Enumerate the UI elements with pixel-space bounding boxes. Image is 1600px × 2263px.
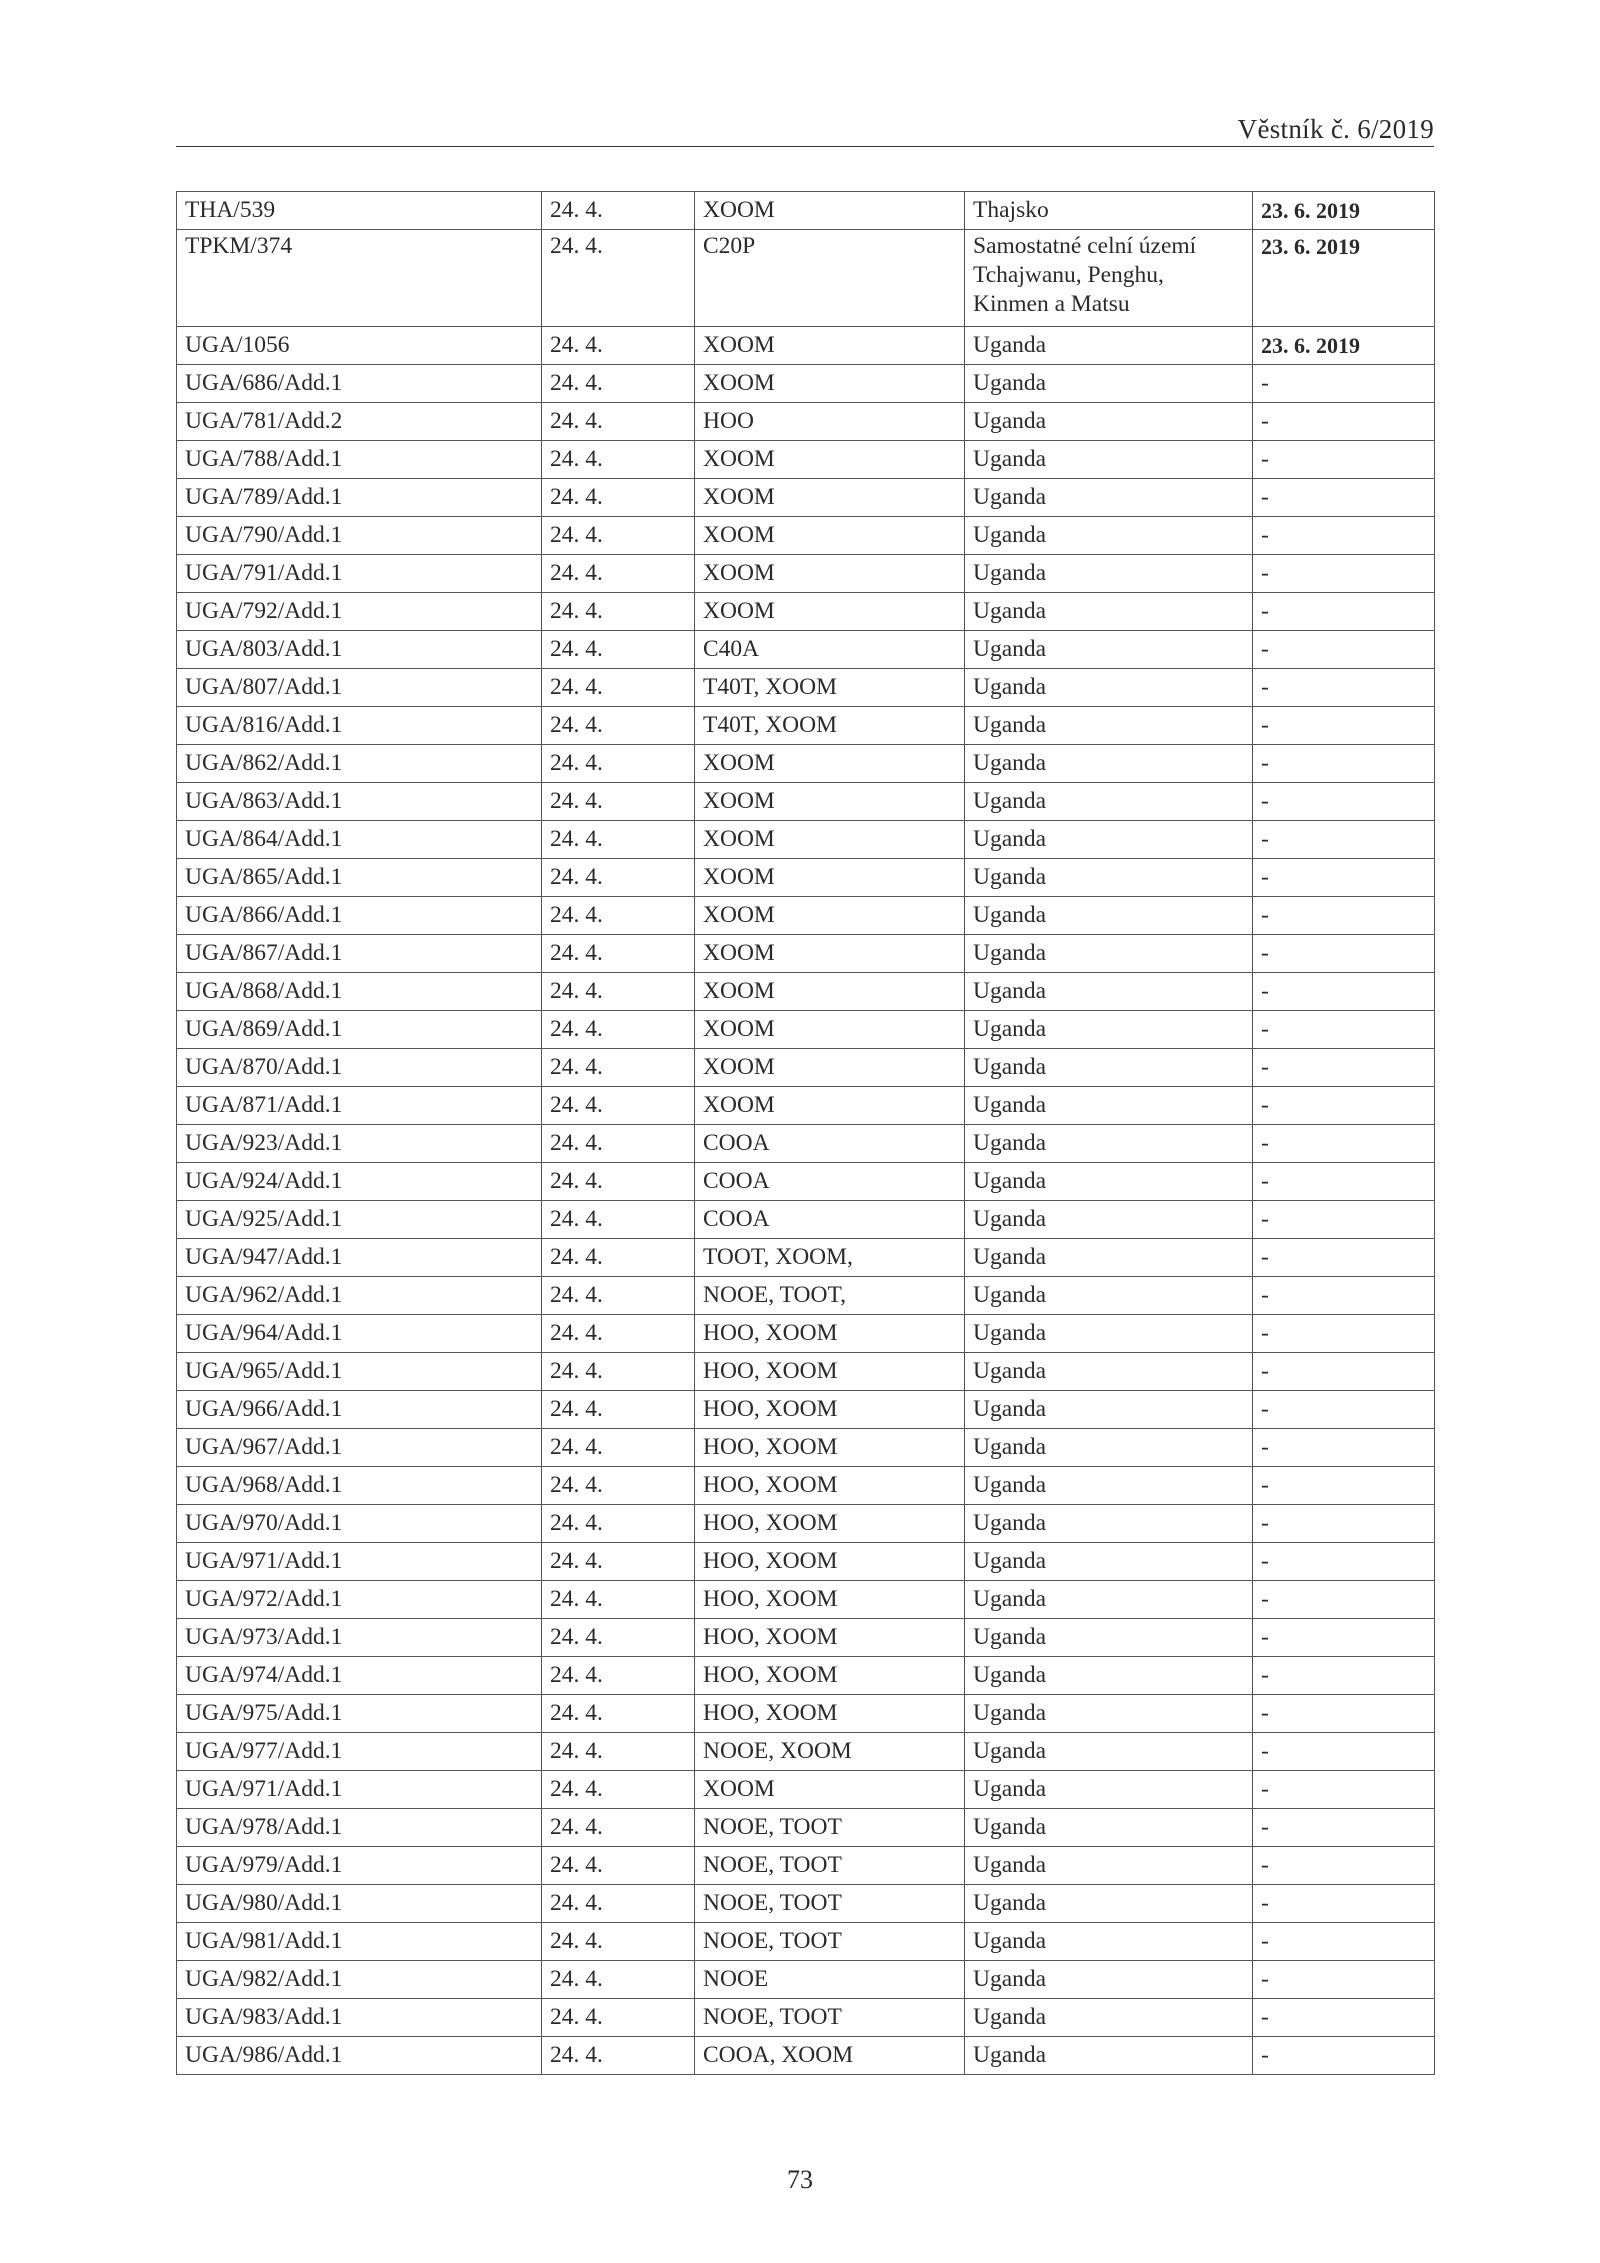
country-cell: Uganda — [965, 517, 1253, 555]
document-code-cell: UGA/981/Add.1 — [177, 1923, 542, 1961]
date-cell: 24. 4. — [542, 1505, 695, 1543]
table-row — [177, 1011, 1435, 1049]
date-cell: 24. 4. — [542, 479, 695, 517]
table-row — [177, 1543, 1435, 1581]
deadline-cell: - — [1253, 669, 1435, 707]
code-cell: NOOE, TOOT — [695, 1809, 965, 1847]
date-cell: 24. 4. — [542, 1771, 695, 1809]
document-code-cell: UGA/982/Add.1 — [177, 1961, 542, 1999]
code-cell: XOOM — [695, 327, 965, 365]
code-cell: NOOE, TOOT — [695, 1847, 965, 1885]
date-cell: 24. 4. — [542, 2037, 695, 2075]
document-code-cell: UGA/925/Add.1 — [177, 1201, 542, 1239]
document-code-cell: UGA/863/Add.1 — [177, 783, 542, 821]
code-cell: XOOM — [695, 897, 965, 935]
table-row — [177, 230, 1435, 327]
date-cell: 24. 4. — [542, 1087, 695, 1125]
country-cell: Uganda — [965, 1733, 1253, 1771]
table-row — [177, 1961, 1435, 1999]
date-cell: 24. 4. — [542, 1809, 695, 1847]
deadline-cell: - — [1253, 593, 1435, 631]
country-cell: Uganda — [965, 2037, 1253, 2075]
table-row — [177, 1239, 1435, 1277]
code-cell: XOOM — [695, 973, 965, 1011]
code-cell: HOO, XOOM — [695, 1695, 965, 1733]
code-cell: XOOM — [695, 365, 965, 403]
country-cell: Uganda — [965, 1695, 1253, 1733]
date-cell: 24. 4. — [542, 631, 695, 669]
date-cell: 24. 4. — [542, 1125, 695, 1163]
code-cell: HOO — [695, 403, 965, 441]
date-cell: 24. 4. — [542, 859, 695, 897]
document-code-cell: UGA/977/Add.1 — [177, 1733, 542, 1771]
deadline-cell: - — [1253, 1657, 1435, 1695]
date-cell: 24. 4. — [542, 403, 695, 441]
date-cell: 24. 4. — [542, 517, 695, 555]
table-row — [177, 631, 1435, 669]
table-row — [177, 1163, 1435, 1201]
document-code-cell: THA/539 — [177, 192, 542, 230]
document-code-cell: UGA/965/Add.1 — [177, 1353, 542, 1391]
date-cell: 24. 4. — [542, 973, 695, 1011]
code-cell: HOO, XOOM — [695, 1619, 965, 1657]
deadline-cell: - — [1253, 441, 1435, 479]
code-cell: T40T, XOOM — [695, 707, 965, 745]
code-cell: HOO, XOOM — [695, 1505, 965, 1543]
deadline-cell: - — [1253, 1011, 1435, 1049]
table-row — [177, 783, 1435, 821]
deadline-cell: - — [1253, 479, 1435, 517]
date-cell: 24. 4. — [542, 707, 695, 745]
country-cell: Thajsko — [965, 192, 1253, 230]
country-cell: Uganda — [965, 593, 1253, 631]
date-cell: 24. 4. — [542, 897, 695, 935]
date-cell: 24. 4. — [542, 1163, 695, 1201]
deadline-cell: 23. 6. 2019 — [1253, 192, 1435, 230]
document-code-cell: UGA/964/Add.1 — [177, 1315, 542, 1353]
code-cell: XOOM — [695, 1087, 965, 1125]
table-row — [177, 403, 1435, 441]
deadline-cell: - — [1253, 1087, 1435, 1125]
country-cell: Uganda — [965, 973, 1253, 1011]
country-cell: Uganda — [965, 1581, 1253, 1619]
code-cell: C20P — [695, 230, 965, 327]
country-cell: Uganda — [965, 1277, 1253, 1315]
document-code-cell: UGA/791/Add.1 — [177, 555, 542, 593]
country-cell: Uganda — [965, 935, 1253, 973]
country-cell: Uganda — [965, 1201, 1253, 1239]
country-cell: Uganda — [965, 783, 1253, 821]
page-number: 73 — [787, 2165, 813, 2194]
code-cell: XOOM — [695, 479, 965, 517]
country-cell: Uganda — [965, 707, 1253, 745]
document-code-cell: UGA/967/Add.1 — [177, 1429, 542, 1467]
date-cell: 24. 4. — [542, 745, 695, 783]
table-row — [177, 1999, 1435, 2037]
table-row — [177, 1315, 1435, 1353]
document-code-cell: UGA/962/Add.1 — [177, 1277, 542, 1315]
code-cell: XOOM — [695, 745, 965, 783]
date-cell: 24. 4. — [542, 1961, 695, 1999]
code-cell: XOOM — [695, 192, 965, 230]
date-cell: 24. 4. — [542, 441, 695, 479]
date-cell: 24. 4. — [542, 935, 695, 973]
document-code-cell: UGA/980/Add.1 — [177, 1885, 542, 1923]
code-cell: XOOM — [695, 517, 965, 555]
table-row — [177, 1771, 1435, 1809]
deadline-cell: 23. 6. 2019 — [1253, 230, 1435, 327]
country-cell: Uganda — [965, 1049, 1253, 1087]
deadline-cell: - — [1253, 707, 1435, 745]
date-cell: 24. 4. — [542, 365, 695, 403]
document-code-cell: UGA/970/Add.1 — [177, 1505, 542, 1543]
table-row — [177, 1847, 1435, 1885]
table-row — [177, 897, 1435, 935]
deadline-cell: - — [1253, 1125, 1435, 1163]
document-code-cell: UGA/869/Add.1 — [177, 1011, 542, 1049]
country-cell: Uganda — [965, 1011, 1253, 1049]
date-cell: 24. 4. — [542, 669, 695, 707]
document-code-cell: UGA/867/Add.1 — [177, 935, 542, 973]
document-code-cell: UGA/807/Add.1 — [177, 669, 542, 707]
deadline-cell: - — [1253, 1277, 1435, 1315]
table-row — [177, 707, 1435, 745]
deadline-cell: - — [1253, 1581, 1435, 1619]
date-cell: 24. 4. — [542, 1923, 695, 1961]
code-cell: HOO, XOOM — [695, 1353, 965, 1391]
table-body — [177, 192, 1435, 2075]
document-code-cell: UGA/866/Add.1 — [177, 897, 542, 935]
date-cell: 24. 4. — [542, 1581, 695, 1619]
date-cell: 24. 4. — [542, 1999, 695, 2037]
date-cell: 24. 4. — [542, 1657, 695, 1695]
code-cell: HOO, XOOM — [695, 1581, 965, 1619]
country-cell: Uganda — [965, 441, 1253, 479]
country-cell: Uganda — [965, 1809, 1253, 1847]
deadline-cell: - — [1253, 1391, 1435, 1429]
code-cell: COOA — [695, 1125, 965, 1163]
date-cell: 24. 4. — [542, 555, 695, 593]
deadline-cell: - — [1253, 1771, 1435, 1809]
code-cell: HOO, XOOM — [695, 1657, 965, 1695]
deadline-cell: - — [1253, 1353, 1435, 1391]
document-code-cell: UGA/979/Add.1 — [177, 1847, 542, 1885]
document-code-cell: UGA/871/Add.1 — [177, 1087, 542, 1125]
country-cell: Uganda — [965, 1847, 1253, 1885]
date-cell: 24. 4. — [542, 230, 695, 327]
country-cell: Uganda — [965, 1619, 1253, 1657]
document-code-cell: UGA/974/Add.1 — [177, 1657, 542, 1695]
table-row — [177, 935, 1435, 973]
date-cell: 24. 4. — [542, 1201, 695, 1239]
table-row — [177, 1049, 1435, 1087]
code-cell: XOOM — [695, 441, 965, 479]
country-cell: Uganda — [965, 669, 1253, 707]
country-cell: Uganda — [965, 1505, 1253, 1543]
deadline-cell: - — [1253, 555, 1435, 593]
table-row — [177, 973, 1435, 1011]
deadline-cell: - — [1253, 1049, 1435, 1087]
document-code-cell: TPKM/374 — [177, 230, 542, 327]
table-row — [177, 1619, 1435, 1657]
date-cell: 24. 4. — [542, 1011, 695, 1049]
deadline-cell: - — [1253, 1429, 1435, 1467]
document-code-cell: UGA/924/Add.1 — [177, 1163, 542, 1201]
document-code-cell: UGA/792/Add.1 — [177, 593, 542, 631]
code-cell: HOO, XOOM — [695, 1429, 965, 1467]
code-cell: NOOE, XOOM — [695, 1733, 965, 1771]
document-code-cell: UGA/973/Add.1 — [177, 1619, 542, 1657]
code-cell: NOOE — [695, 1961, 965, 1999]
document-code-cell: UGA/790/Add.1 — [177, 517, 542, 555]
country-cell: Uganda — [965, 1353, 1253, 1391]
document-code-cell: UGA/947/Add.1 — [177, 1239, 542, 1277]
code-cell: TOOT, XOOM, — [695, 1239, 965, 1277]
deadline-cell: - — [1253, 1999, 1435, 2037]
table-row — [177, 669, 1435, 707]
code-cell: XOOM — [695, 783, 965, 821]
table-row — [177, 365, 1435, 403]
code-cell: NOOE, TOOT — [695, 1999, 965, 2037]
country-cell: Uganda — [965, 327, 1253, 365]
country-cell: Uganda — [965, 1429, 1253, 1467]
country-cell: Uganda — [965, 745, 1253, 783]
code-cell: COOA, XOOM — [695, 2037, 965, 2075]
code-cell: HOO, XOOM — [695, 1391, 965, 1429]
country-cell: Uganda — [965, 631, 1253, 669]
document-code-cell: UGA/966/Add.1 — [177, 1391, 542, 1429]
document-code-cell: UGA/983/Add.1 — [177, 1999, 542, 2037]
country-cell: Uganda — [965, 821, 1253, 859]
code-cell: NOOE, TOOT — [695, 1923, 965, 1961]
document-code-cell: UGA/865/Add.1 — [177, 859, 542, 897]
date-cell: 24. 4. — [542, 192, 695, 230]
country-cell: Uganda — [965, 1391, 1253, 1429]
document-code-cell: UGA/862/Add.1 — [177, 745, 542, 783]
table-row — [177, 1733, 1435, 1771]
deadline-cell: - — [1253, 2037, 1435, 2075]
deadline-cell: - — [1253, 1543, 1435, 1581]
table-row — [177, 1429, 1435, 1467]
table-row — [177, 1353, 1435, 1391]
country-cell: Uganda — [965, 1923, 1253, 1961]
code-cell: HOO, XOOM — [695, 1543, 965, 1581]
deadline-cell: - — [1253, 859, 1435, 897]
table-row — [177, 479, 1435, 517]
table-row — [177, 1467, 1435, 1505]
country-cell: Uganda — [965, 365, 1253, 403]
deadline-cell: - — [1253, 897, 1435, 935]
table-row — [177, 517, 1435, 555]
code-cell: XOOM — [695, 821, 965, 859]
notification-table — [176, 191, 1435, 2075]
country-cell: Uganda — [965, 1999, 1253, 2037]
document-code-cell: UGA/870/Add.1 — [177, 1049, 542, 1087]
deadline-cell: - — [1253, 783, 1435, 821]
table-row — [177, 1657, 1435, 1695]
document-code-cell: UGA/686/Add.1 — [177, 365, 542, 403]
country-cell: Samostatné celní území Tchajwanu, Penghu, Kinmen a Matsu — [965, 230, 1253, 327]
document-code-cell: UGA/972/Add.1 — [177, 1581, 542, 1619]
table-row — [177, 1391, 1435, 1429]
table-row — [177, 1695, 1435, 1733]
date-cell: 24. 4. — [542, 821, 695, 859]
code-cell: XOOM — [695, 1049, 965, 1087]
date-cell: 24. 4. — [542, 1315, 695, 1353]
code-cell: COOA — [695, 1163, 965, 1201]
table-row — [177, 2037, 1435, 2075]
deadline-cell: - — [1253, 1505, 1435, 1543]
document-code-cell: UGA/986/Add.1 — [177, 2037, 542, 2075]
country-cell: Uganda — [965, 1885, 1253, 1923]
deadline-cell: - — [1253, 1885, 1435, 1923]
document-code-cell: UGA/923/Add.1 — [177, 1125, 542, 1163]
document-code-cell: UGA/816/Add.1 — [177, 707, 542, 745]
document-code-cell: UGA/803/Add.1 — [177, 631, 542, 669]
country-cell: Uganda — [965, 1087, 1253, 1125]
document-code-cell: UGA/864/Add.1 — [177, 821, 542, 859]
document-code-cell: UGA/968/Add.1 — [177, 1467, 542, 1505]
table-row — [177, 1087, 1435, 1125]
document-code-cell: UGA/789/Add.1 — [177, 479, 542, 517]
date-cell: 24. 4. — [542, 593, 695, 631]
deadline-cell: - — [1253, 973, 1435, 1011]
table-row — [177, 1505, 1435, 1543]
code-cell: T40T, XOOM — [695, 669, 965, 707]
deadline-cell: - — [1253, 821, 1435, 859]
journal-title: Věstník č. 6/2019 — [1237, 114, 1434, 144]
deadline-cell: - — [1253, 403, 1435, 441]
deadline-cell: - — [1253, 1733, 1435, 1771]
table-row — [177, 1923, 1435, 1961]
table-row — [177, 1201, 1435, 1239]
date-cell: 24. 4. — [542, 1695, 695, 1733]
code-cell: NOOE, TOOT, — [695, 1277, 965, 1315]
page-header — [176, 108, 1434, 147]
deadline-cell: - — [1253, 631, 1435, 669]
table-row — [177, 1581, 1435, 1619]
table-row — [177, 555, 1435, 593]
deadline-cell: - — [1253, 1201, 1435, 1239]
table-row — [177, 1809, 1435, 1847]
document-code-cell: UGA/788/Add.1 — [177, 441, 542, 479]
country-cell: Uganda — [965, 1125, 1253, 1163]
table-row — [177, 859, 1435, 897]
deadline-cell: - — [1253, 1961, 1435, 1999]
country-cell: Uganda — [965, 1467, 1253, 1505]
deadline-cell: - — [1253, 1695, 1435, 1733]
country-cell: Uganda — [965, 1315, 1253, 1353]
date-cell: 24. 4. — [542, 1239, 695, 1277]
country-cell: Uganda — [965, 1163, 1253, 1201]
date-cell: 24. 4. — [542, 1733, 695, 1771]
document-code-cell: UGA/971/Add.1 — [177, 1543, 542, 1581]
code-cell: C40A — [695, 631, 965, 669]
deadline-cell: 23. 6. 2019 — [1253, 327, 1435, 365]
country-cell: Uganda — [965, 859, 1253, 897]
country-cell: Uganda — [965, 1543, 1253, 1581]
country-cell: Uganda — [965, 1961, 1253, 1999]
code-cell: HOO, XOOM — [695, 1315, 965, 1353]
date-cell: 24. 4. — [542, 1543, 695, 1581]
date-cell: 24. 4. — [542, 1467, 695, 1505]
date-cell: 24. 4. — [542, 1277, 695, 1315]
country-cell: Uganda — [965, 403, 1253, 441]
table-row — [177, 1885, 1435, 1923]
code-cell: XOOM — [695, 935, 965, 973]
deadline-cell: - — [1253, 365, 1435, 403]
date-cell: 24. 4. — [542, 327, 695, 365]
code-cell: XOOM — [695, 859, 965, 897]
deadline-cell: - — [1253, 1809, 1435, 1847]
deadline-cell: - — [1253, 1923, 1435, 1961]
date-cell: 24. 4. — [542, 1391, 695, 1429]
code-cell: XOOM — [695, 593, 965, 631]
deadline-cell: - — [1253, 1847, 1435, 1885]
table-row — [177, 745, 1435, 783]
code-cell: XOOM — [695, 1771, 965, 1809]
deadline-cell: - — [1253, 935, 1435, 973]
deadline-cell: - — [1253, 1315, 1435, 1353]
country-cell: Uganda — [965, 1771, 1253, 1809]
deadline-cell: - — [1253, 517, 1435, 555]
code-cell: XOOM — [695, 555, 965, 593]
table-row — [177, 441, 1435, 479]
deadline-cell: - — [1253, 1163, 1435, 1201]
country-cell: Uganda — [965, 1657, 1253, 1695]
document-code-cell: UGA/868/Add.1 — [177, 973, 542, 1011]
date-cell: 24. 4. — [542, 1847, 695, 1885]
country-cell: Uganda — [965, 1239, 1253, 1277]
date-cell: 24. 4. — [542, 783, 695, 821]
date-cell: 24. 4. — [542, 1353, 695, 1391]
code-cell: COOA — [695, 1201, 965, 1239]
deadline-cell: - — [1253, 1467, 1435, 1505]
document-code-cell: UGA/781/Add.2 — [177, 403, 542, 441]
document-code-cell: UGA/975/Add.1 — [177, 1695, 542, 1733]
deadline-cell: - — [1253, 745, 1435, 783]
code-cell: NOOE, TOOT — [695, 1885, 965, 1923]
table-row — [177, 192, 1435, 230]
table-row — [177, 1277, 1435, 1315]
table-row — [177, 821, 1435, 859]
date-cell: 24. 4. — [542, 1049, 695, 1087]
document-code-cell: UGA/971/Add.1 — [177, 1771, 542, 1809]
date-cell: 24. 4. — [542, 1429, 695, 1467]
deadline-cell: - — [1253, 1619, 1435, 1657]
table-row — [177, 327, 1435, 365]
country-cell: Uganda — [965, 479, 1253, 517]
table-row — [177, 1125, 1435, 1163]
document-code-cell: UGA/978/Add.1 — [177, 1809, 542, 1847]
date-cell: 24. 4. — [542, 1619, 695, 1657]
code-cell: HOO, XOOM — [695, 1467, 965, 1505]
date-cell: 24. 4. — [542, 1885, 695, 1923]
country-cell: Uganda — [965, 555, 1253, 593]
country-cell: Uganda — [965, 897, 1253, 935]
table-row — [177, 593, 1435, 631]
code-cell: XOOM — [695, 1011, 965, 1049]
document-code-cell: UGA/1056 — [177, 327, 542, 365]
deadline-cell: - — [1253, 1239, 1435, 1277]
